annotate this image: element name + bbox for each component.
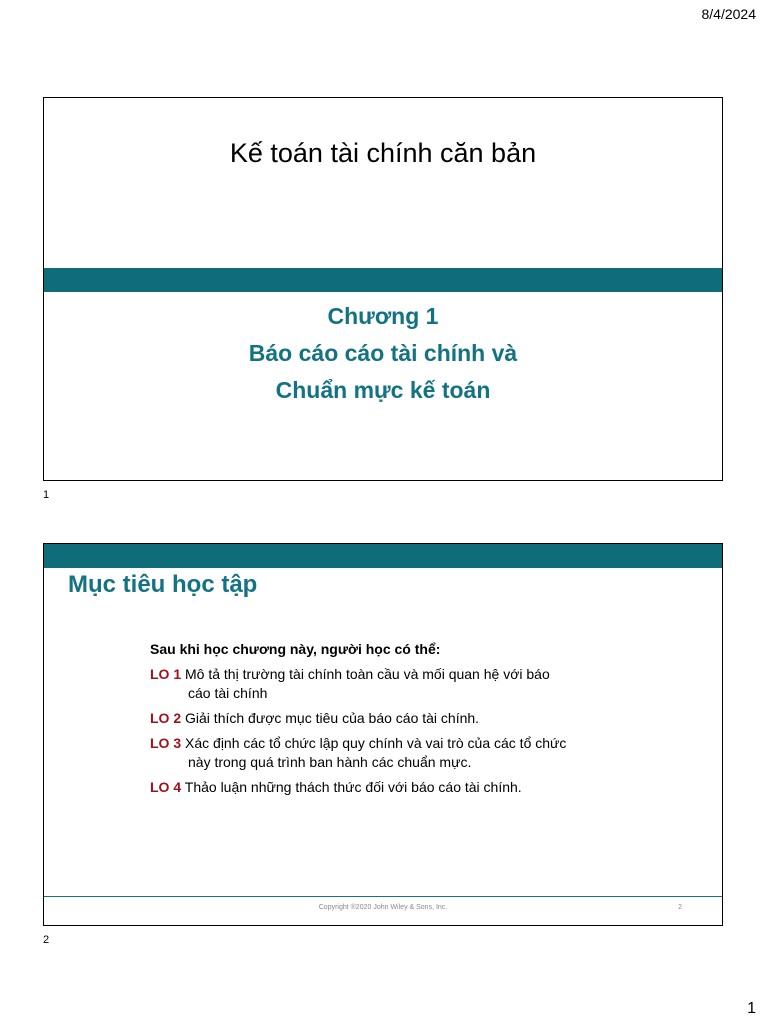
- objective-item: [150, 734, 620, 772]
- objective-label: LO 1: [150, 666, 182, 682]
- objective-text-continued: này trong quá trình ban hành các chuẩn mực.: [188, 754, 472, 770]
- slide-2: [43, 543, 723, 926]
- page-number: 1: [747, 1000, 756, 1017]
- objectives-intro: Sau khi học chương này, người học có thể:: [150, 641, 441, 657]
- footer-copyright: Copyright ®2020 John Wiley & Sons, Inc.: [318, 904, 448, 911]
- footer-divider: [44, 896, 722, 897]
- slide-title: Kế toán tài chính căn bản: [229, 138, 537, 168]
- objective-item: [150, 709, 620, 728]
- subtitle-line-1: Chương 1: [327, 303, 439, 329]
- footer-slide-number: 2: [678, 904, 682, 911]
- teal-band: [44, 268, 722, 292]
- objective-text: Giải thích được mục tiêu của báo cáo tài chính.: [185, 710, 480, 726]
- subtitle-line-2: Báo cáo cáo tài chính và: [248, 340, 518, 366]
- objective-text: Xác định các tổ chức lập quy chính và vai trò của các tổ chức: [185, 735, 567, 751]
- objective-item: [150, 665, 620, 703]
- page-date: 8/4/2024: [701, 6, 756, 22]
- objective-label: LO 4: [150, 779, 182, 795]
- objective-text: Thảo luận những thách thức đối với báo cáo tài chính.: [184, 779, 522, 795]
- objective-item: [150, 778, 620, 797]
- objective-label: LO 3: [150, 735, 182, 751]
- chapter-subtitle: [44, 298, 722, 409]
- objective-text-continued: cáo tài chính: [188, 685, 268, 701]
- objective-text: Mô tả thị trường tài chính toàn cầu và mối quan hệ với báo: [185, 666, 550, 682]
- objectives-heading: Mục tiêu học tập: [68, 571, 258, 598]
- objective-label: LO 2: [150, 710, 182, 726]
- slide-1-number: 1: [43, 489, 50, 501]
- slide-2-number: 2: [43, 934, 50, 946]
- objectives-list: [150, 640, 620, 803]
- teal-band: [44, 544, 722, 568]
- subtitle-line-3: Chuẩn mực kế toán: [275, 377, 491, 403]
- slide-1: [43, 97, 723, 481]
